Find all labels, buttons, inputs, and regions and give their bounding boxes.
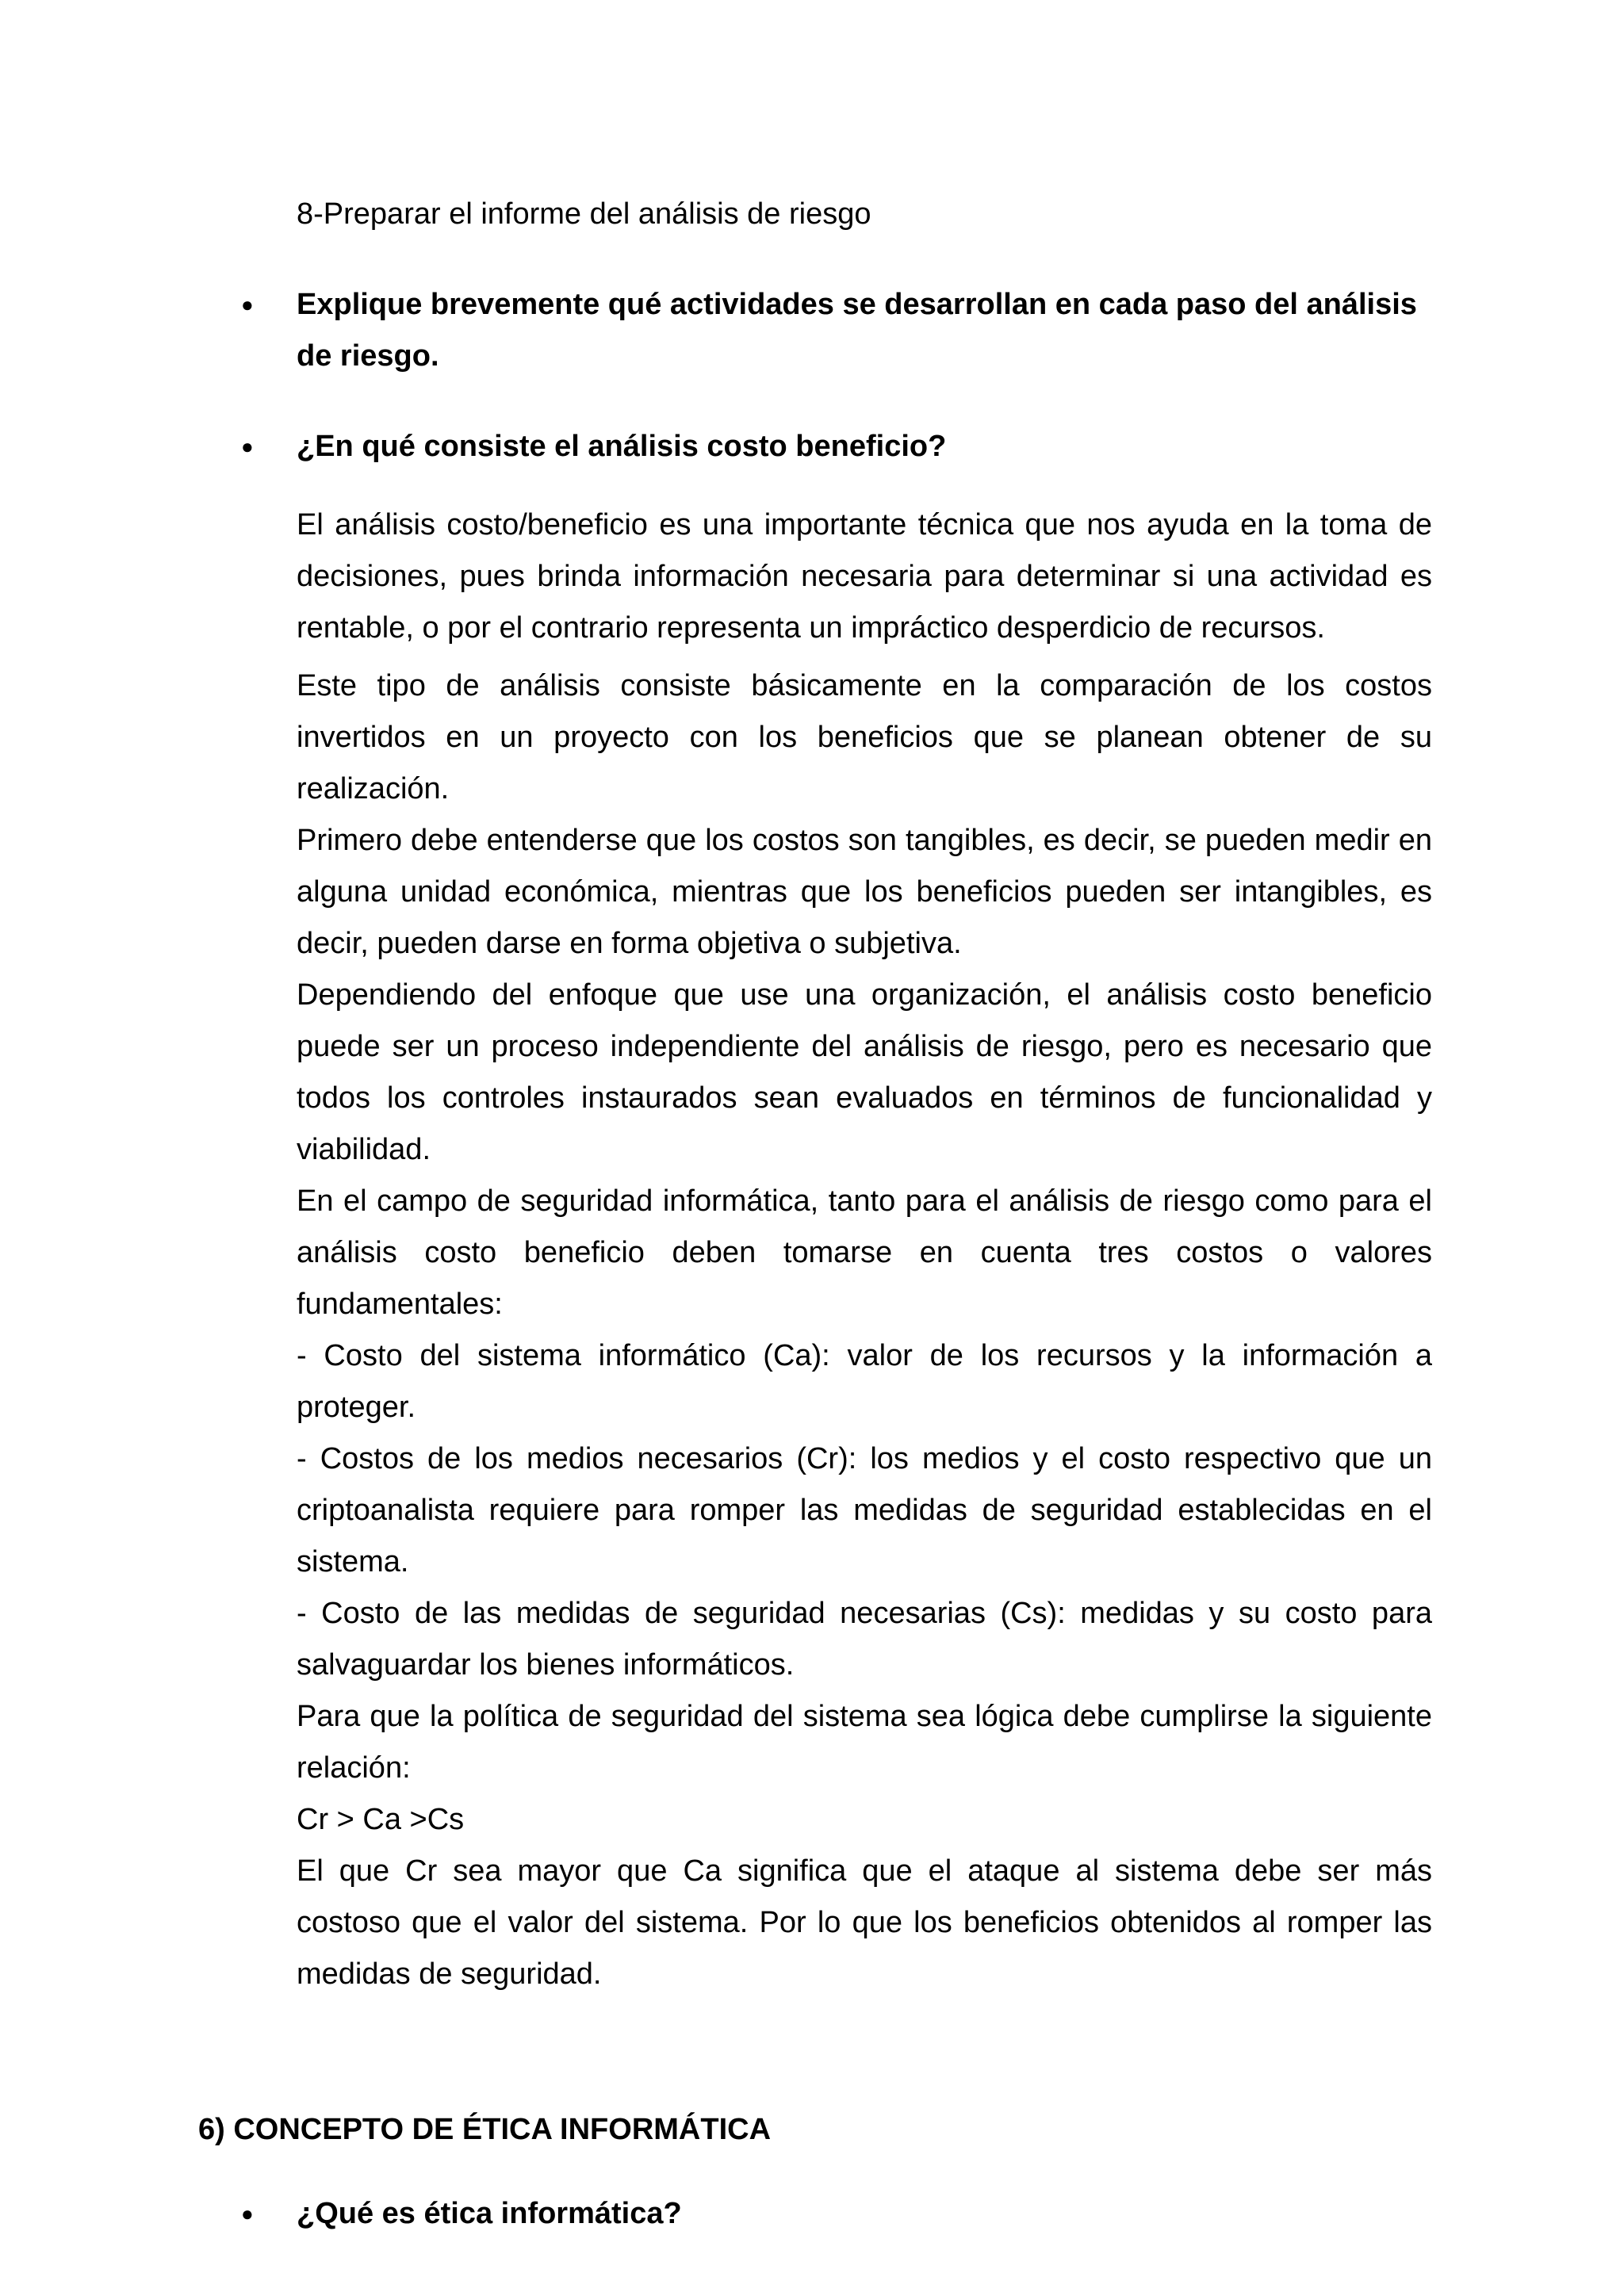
paragraph-conclusion: El que Cr sea mayor que Ca significa que el ataque al sistema debe ser más costoso que el valor del sistema. Por lo que los beneficios obtenidos al romper las medidas de seguridad.: [297, 1854, 1432, 1991]
step-8-line: [297, 189, 1432, 240]
bullet-icon: ●: [241, 2202, 254, 2225]
paragraph-tangible: Primero debe entenderse que los costos son tangibles, es decir, se pueden medir en alguna unidad económica, mientras que los beneficios pueden ser intangibles, es decir, pueden darse en forma objetiva o subjetiva.: [297, 824, 1432, 960]
bullet-question-2: [241, 421, 1432, 473]
cost-item-cs: - Costo de las medidas de seguridad necesarias (Cs): medidas y su costo para salvaguardar los bienes informáticos.: [297, 1597, 1432, 1682]
bullet-question-3: [241, 2188, 1432, 2240]
cost-item-ca: - Costo del sistema informático (Ca): valor de los recursos y la información a proteger.: [297, 1339, 1432, 1424]
step-8-text: 8-Preparar el informe del análisis de riesgo: [297, 197, 871, 231]
paragraph-three-costs: En el campo de seguridad informática, tanto para el análisis de riesgo como para el análisis costo beneficio deben tomarse en cuenta tres costos o valores fundamentales:: [297, 1184, 1432, 1321]
cost-item-cr: - Costos de los medios necesarios (Cr): los medios y el costo respectivo que un criptoanalista requiere para romper las medidas de seguridad establecidas en el sistema.: [297, 1442, 1432, 1578]
question-2-text: ¿En qué consiste el análisis costo beneficio?: [297, 430, 947, 463]
question-3-text: ¿Qué es ética informática?: [297, 2197, 682, 2230]
bullet-icon: ●: [241, 434, 254, 458]
paragraph-approach: Dependiendo del enfoque que use una organización, el análisis costo beneficio puede ser un proceso independiente del análisis de riesgo, pero es necesario que todos los controles instaurados sean evaluados en términos de funcionalidad y viabilidad.: [297, 978, 1432, 1166]
paragraph-comparison: Este tipo de análisis consiste básicamente en la comparación de los costos invertidos en un proyecto con los beneficios que se planean obtener de su realización.: [297, 669, 1432, 806]
question-1-text: Explique brevemente qué actividades se desarrollan en cada paso del análisis de riesgo.: [297, 288, 1417, 373]
section-heading: 6) CONCEPTO DE ÉTICA INFORMÁTICA: [198, 2113, 772, 2146]
cost-relation-formula: Cr > Ca >Cs: [297, 1803, 465, 1836]
bullet-question-1: [241, 279, 1432, 382]
body-text: [297, 499, 1432, 2000]
bullet-icon: ●: [241, 293, 254, 316]
paragraph-relation-intro: Para que la política de seguridad del sistema sea lógica debe cumplirse la siguiente relación:: [297, 1700, 1432, 1785]
paragraph-intro: El análisis costo/beneficio es una importante técnica que nos ayuda en la toma de decisiones, pues brinda información necesaria para determinar si una actividad es rentable, o por el contrario representa un impráctico desperdicio de recursos.: [297, 508, 1432, 645]
